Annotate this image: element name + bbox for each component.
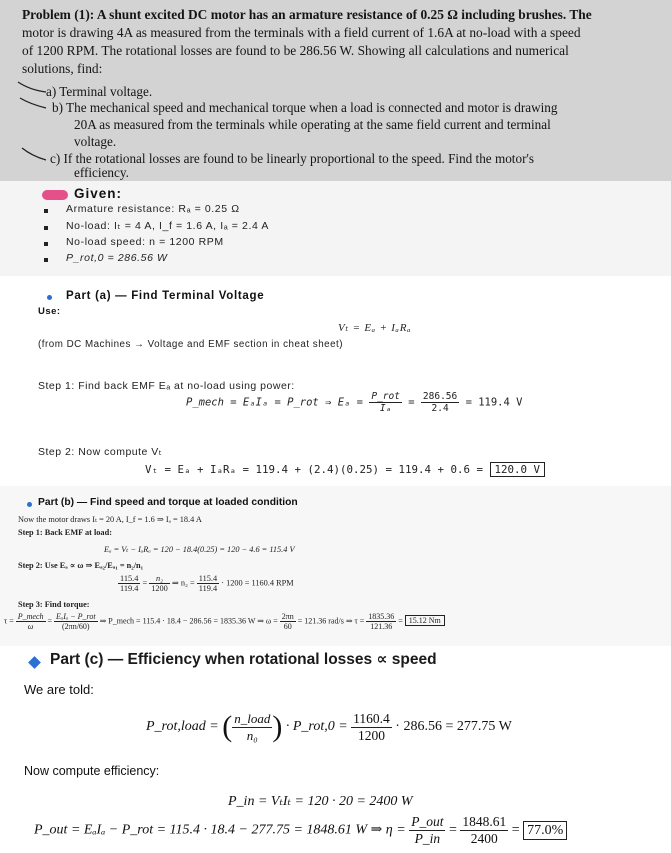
eq-text: P_rot,load =: [146, 719, 219, 735]
problem-line-4: solutions, find:: [22, 61, 103, 76]
problem-line-2: motor is drawing 4A as measured from the terminals with a field current of 1.6A at no-load with a speed: [22, 25, 581, 40]
bullet-icon: [44, 258, 48, 262]
eq-text: · 1200 = 1160.4 RPM: [221, 578, 294, 588]
part-c-now: Now compute efficiency:: [24, 764, 160, 778]
eq-text: Vₜ = Eₐ + IₐRₐ = 119.4 + (2.4)(0.25) = 119.4 + 0.6 =: [145, 463, 484, 476]
fraction: [351, 711, 392, 744]
numerator: 115.4: [198, 574, 218, 583]
part-a-step-1-equation: P_mech = EₐIₐ = P_rot ⇒ Eₐ = $\frac{\text{P\_rot}}{\text{Iₐ}}$ = $\frac{286.56}{2.4}$ = 119.4 V: [186, 391, 523, 414]
denominator: n₀: [246, 727, 258, 743]
part-a-formula: Vₜ = Eₐ + IₐRₐ: [338, 322, 412, 334]
boxed-answer: 15.12 Nm: [405, 615, 445, 626]
numerator: P_out: [411, 814, 444, 829]
part-a-use-label: Use:: [38, 306, 61, 317]
numerator: 286.56: [422, 391, 458, 402]
denominator: 60: [283, 622, 292, 631]
part-a-section: [0, 276, 671, 486]
part-a-step-1-label: Step 1: Find back EMF Eₐ at no-load using power:: [38, 380, 295, 392]
denominator: P_in: [414, 831, 441, 846]
part-a-step-2-label: Step 2: Now compute Vₜ: [38, 446, 163, 458]
denominator: 121.36: [370, 622, 393, 631]
numerator: n₂: [149, 574, 170, 584]
numerator: 115.4: [120, 574, 139, 583]
fraction: [149, 574, 170, 593]
denominator: 119.4: [120, 584, 139, 593]
fraction: [118, 574, 140, 593]
denominator: 119.4: [198, 584, 218, 593]
eq-text: P_mech = EₐIₐ = P_rot ⇒ Eₐ =: [186, 396, 364, 409]
eq-text: P_out = EₐIₐ − P_rot = 115.4 · 18.4 − 277.75 = 1848.61 W ⇒ η =: [34, 822, 406, 838]
denominator: (2πn/60): [62, 622, 90, 631]
part-b-step-3-label: Step 3: Find torque:: [18, 600, 90, 609]
numerator: 1160.4: [353, 710, 390, 726]
given-title: Given:: [74, 186, 123, 201]
paren-open: (: [222, 710, 233, 743]
problem-line-3: of 1200 RPM. The rotational losses are found to be 286.56 W. Showing all calculations and numerical: [22, 43, 569, 58]
part-b-step-3-equation: τ = $\frac{\text{P\_mech}}{\omega}$ = $\frac{\text{EₐIₐ − P\_rot}}{(2\pi n/60)}$ ⇒ P_mech = 115.4 · 18.4 − 286.56 = 1835.36 W ⇒ ω = $\frac{2\pi n}{60}$ = 121.36 rad/s ⇒ τ = $\frac{1835.36}{121.36}$ = 15.12 Nm: [4, 612, 445, 631]
eq-text: · 286.56 = 277.75 W: [395, 719, 512, 735]
part-a-title: Part (a) — Find Terminal Voltage: [66, 290, 265, 302]
numerator: n_load: [234, 710, 271, 726]
step-1-result: = 119.4 V: [465, 396, 523, 409]
part-b-title: Part (b) — Find speed and torque at loaded condition: [38, 497, 298, 508]
paren-close: ): [272, 710, 283, 743]
fraction: [197, 574, 219, 593]
eq-text: ⇒ n₂ =: [171, 578, 195, 588]
given-item-3: No-load speed: n = 1200 RPM: [66, 236, 224, 248]
eq-text: ⇒ P_mech = 115.4 · 18.4 − 286.56 = 1835.36 W ⇒ ω =: [99, 616, 278, 626]
part-c-told: We are told:: [24, 682, 94, 697]
eq-text: = 121.36 rad/s ⇒ τ =: [297, 616, 365, 626]
fraction: [409, 814, 445, 847]
denominator: ω: [27, 622, 34, 631]
given-item-4: P_rot,0 = 286.56 W: [66, 252, 168, 264]
question-c-line-1: c) If the rotational losses are found to be linearly proportional to the speed. Find the motor's: [50, 151, 534, 166]
denominator: Iₐ: [379, 403, 392, 414]
numerator: P_mech: [17, 612, 44, 621]
problem-statement: [0, 0, 671, 181]
question-c-line-2: efficiency.: [74, 165, 129, 180]
boxed-answer: 77.0%: [523, 821, 567, 840]
part-b-step-1-equation: Eₐ = Vₜ − IₐRₐ = 120 − 18.4(0.25) = 120 − 4.6 = 115.4 V: [104, 545, 295, 554]
given-item-2: No-load: Iₜ = 4 A, I_f = 1.6 A, Iₐ = 2.4 A: [66, 220, 269, 232]
fraction: [460, 814, 508, 847]
part-c-section: [0, 646, 671, 853]
part-c-equation-1: [146, 710, 512, 744]
given-section: [0, 181, 671, 276]
fraction: [421, 391, 459, 414]
bullet-icon: [47, 295, 52, 300]
problem-line-1: Problem (1): A shunt excited DC motor has an armature resistance of 0.25 Ω including brushes. The: [22, 7, 592, 22]
question-b-line-3: voltage.: [74, 134, 117, 149]
numerator: 1835.36: [368, 612, 395, 621]
question-a: a) Terminal voltage.: [46, 84, 153, 99]
part-b-section: [0, 486, 671, 646]
numerator: 2πn: [281, 612, 294, 621]
diamond-bullet-icon: [28, 656, 41, 669]
denominator: 1200: [357, 727, 385, 743]
question-b-line-2: 20A as measured from the terminals while operating at the same field current and terminal: [74, 117, 551, 132]
eq-text: · P_rot,0 =: [285, 719, 348, 735]
part-b-intro: Now the motor draws Iₜ = 20 A, I_f = 1.6 ⇒ Iₐ = 18.4 A: [18, 515, 202, 524]
part-b-step-1-label: Step 1: Back EMF at load:: [18, 528, 112, 537]
denominator: 1200: [151, 584, 168, 593]
fraction: [280, 612, 296, 631]
part-a-step-2-equation: [145, 463, 545, 476]
part-c-pin: P_in = VₜIₜ = 120 · 20 = 2400 W: [228, 794, 413, 809]
part-b-step-2-label: Step 2: Use Eₐ ∝ ω ⇒ Eₐ₂/Eₐ₁ = n₂/n₁: [18, 561, 144, 570]
bullet-icon: [44, 209, 48, 213]
bullet-icon: [44, 242, 48, 246]
denominator: 2.4: [431, 403, 449, 414]
bullet-icon: [44, 226, 48, 230]
numerator: P_rot: [371, 391, 400, 402]
denominator: 2400: [470, 831, 498, 846]
fraction: [16, 612, 46, 631]
part-b-step-2-equation: $\frac{115.4}{119.4}$ = $\frac{\text{n₂}}{1200}$ ⇒ n₂ = $\frac{115.4}{119.4}$ · 1200 = 1160.4 RPM: [120, 574, 294, 593]
fraction: [232, 711, 272, 744]
part-c-pout-equation: P_out = EₐIₐ − P_rot = 115.4 · 18.4 − 277.75 = 1848.61 W ⇒ η = $\frac{\text{P\_out}}{P\_in}$ = $\frac{1848.61}{2400}$ = 77.0%: [34, 814, 567, 847]
given-item-1: Armature resistance: Rₐ = 0.25 Ω: [66, 203, 240, 215]
eq-text: τ =: [4, 616, 14, 626]
part-c-title: Part (c) — Efficiency when rotational losses ∝ speed: [50, 651, 437, 668]
boxed-answer: 120.0 V: [490, 462, 546, 477]
fraction: [54, 612, 98, 631]
numerator: 1848.61: [462, 814, 507, 829]
bullet-icon: [27, 502, 32, 507]
highlight-marker-icon: [42, 190, 68, 200]
fraction: [369, 391, 402, 414]
question-b-line-1: b) The mechanical speed and mechanical torque when a load is connected and motor is drawing: [52, 100, 558, 115]
part-a-source-note: (from DC Machines → Voltage and EMF section in cheat sheet): [38, 339, 344, 350]
fraction: [366, 612, 396, 631]
numerator: EₐIₐ − P_rot: [56, 612, 96, 621]
